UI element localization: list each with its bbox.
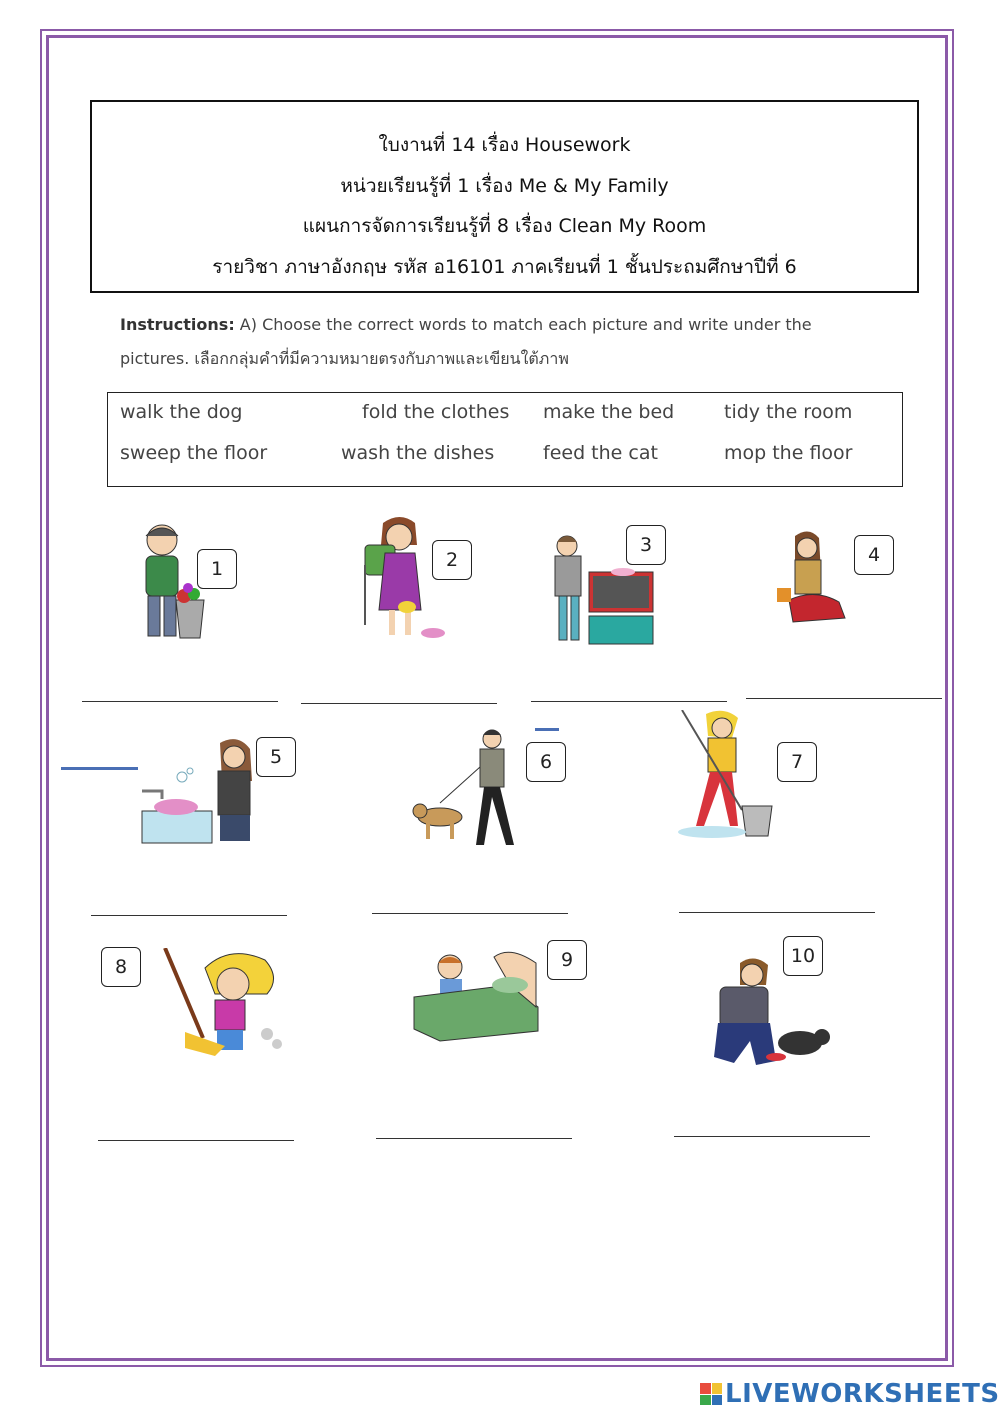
- header-unit: หน่วยเรียนรู้ที่ 1 เรื่อง Me & My Family: [340, 175, 669, 197]
- answer-blank-8[interactable]: [98, 1140, 294, 1141]
- girl-folding-clothes-icon: [775, 530, 860, 630]
- answer-blank-5[interactable]: [91, 915, 287, 916]
- worksheet-header: [90, 100, 919, 293]
- picture-number-label: 8: [101, 947, 141, 987]
- answer-blank-2[interactable]: [301, 703, 497, 704]
- picture-number-label: 10: [783, 936, 823, 976]
- instructions: [120, 308, 860, 376]
- picture-number-label: 5: [256, 737, 296, 777]
- logo-badge-icon: [700, 1383, 722, 1405]
- header-subject: รายวิชา ภาษาอังกฤษ รหัส อ16101 ภาคเรียนที่ 1 ชั้นประถมศึกษาปีที่ 6: [212, 256, 797, 278]
- blue-mark: [535, 728, 559, 731]
- word-bank-item: make the bed: [543, 401, 675, 423]
- word-bank: [107, 392, 903, 487]
- woman-washing-dishes-icon: [138, 735, 263, 845]
- header-title: ใบงานที่ 14 เรื่อง Housework: [378, 134, 631, 156]
- woman-mopping-icon: [672, 710, 787, 840]
- instructions-text: A) Choose the correct words to match each picture and write under the: [234, 315, 812, 334]
- woman-messy-room-icon: [355, 515, 450, 645]
- word-bank-item: wash the dishes: [341, 442, 495, 464]
- instructions-label: Instructions:: [120, 315, 235, 334]
- picture-number-label: 7: [777, 742, 817, 782]
- logo-text: LIVEWORKSHEETS: [725, 1379, 1000, 1409]
- picture-number-label: 1: [197, 549, 237, 589]
- answer-blank-1[interactable]: [82, 701, 278, 702]
- picture-number-label: 9: [547, 940, 587, 980]
- answer-blank-4[interactable]: [746, 698, 942, 699]
- man-walking-dog-icon: [410, 727, 540, 852]
- picture-number-label: 3: [626, 525, 666, 565]
- blue-mark: [61, 767, 138, 770]
- boy-making-bed-icon: [410, 945, 545, 1045]
- answer-blank-6[interactable]: [372, 913, 568, 914]
- word-bank-item: tidy the room: [724, 401, 853, 423]
- instructions-text-line2: pictures. เลือกกลุ่มคำที่มีความหมายตรงกับภาพและเขียนใต้ภาพ: [120, 349, 569, 368]
- word-bank-item: fold the clothes: [362, 401, 510, 423]
- picture-number-label: 4: [854, 535, 894, 575]
- header-plan: แผนการจัดการเรียนรู้ที่ 8 เรื่อง Clean My Room: [302, 215, 707, 237]
- answer-blank-9[interactable]: [376, 1138, 572, 1139]
- word-bank-item: feed the cat: [543, 442, 658, 464]
- girl-sweeping-icon: [155, 948, 290, 1060]
- word-bank-item: mop the floor: [724, 442, 853, 464]
- picture-number-label: 2: [432, 540, 472, 580]
- liveworksheets-logo: [700, 1378, 1000, 1410]
- answer-blank-10[interactable]: [674, 1136, 870, 1137]
- answer-blank-7[interactable]: [679, 912, 875, 913]
- answer-blank-3[interactable]: [531, 701, 727, 702]
- word-bank-item: sweep the floor: [120, 442, 268, 464]
- word-bank-item: walk the dog: [120, 401, 243, 423]
- picture-number-label: 6: [526, 742, 566, 782]
